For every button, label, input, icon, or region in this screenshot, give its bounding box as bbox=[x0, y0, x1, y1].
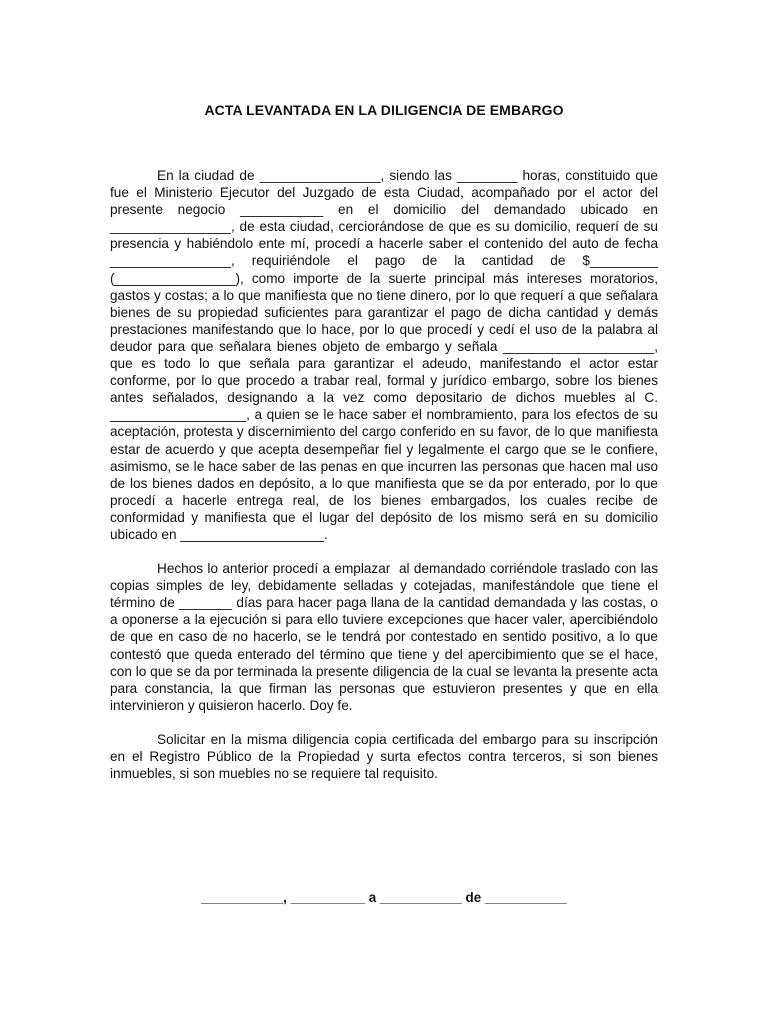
document-title: ACTA LEVANTADA EN LA DILIGENCIA DE EMBARGO bbox=[204, 102, 564, 118]
paragraph-emplazamiento: Hechos lo anterior procedí a emplazar al demandado corriéndole traslado con las copias simples de ley, debidamente selladas y cotejadas, manifestándole que tiene el término de _______ días para hacer paga llana de la cantidad demandada y las costas, o a oponerse a la ejecución si para ello tuviere excepciones que hacer valer, apercibiéndolo de que en caso de no hacerlo, se le tendrá por contestado en sentido positivo, a lo que contestó que queda enterado del término que tiene y del apercibimiento que se el hace, con lo que se da por terminada la presente diligencia de la cual se levanta la presente acta para constancia, la que firman las personas que estuvieron presentes y que en ella intervinieron y quisieron hacerlo. Doy fe. bbox=[110, 561, 662, 713]
document-body bbox=[110, 167, 662, 799]
paragraph-solicitud-copia: Solicitar en la misma diligencia copia certificada del embargo para su inscripción en el Registro Público de la Propiedad y surta efectos contra terceros, si son bienes inmuebles, si son muebles no se requiere tal requisito. bbox=[110, 731, 662, 782]
paragraph-embargo-details: En la ciudad de ________________, siendo las ________ horas, constituido que fue el Ministerio Ejecutor del Juzgado de esta Ciudad, acompañado por el actor del presente negocio ___________ en el domicilio del demandado ubicado en ________________, de esta ciudad, cerciorándose de que es su domicilio, requerí de su presencia y habiéndolo ente mí, procedí a hacerle saber el contenido del auto de fecha ________________, requiriéndole el pago de la cantidad de $_________ (________________), como importe de la suerte principal más intereses moratorios, gastos y costas; a lo que manifiesta que no tiene dinero, por lo que requerí a que señalara bienes de su propiedad suficientes para garantizar el pago de dicha cantidad y demás prestaciones manifestando que lo hace, por lo que procedí y cedí el uso de la palabra al deudor para que señalara bienes objeto de embargo y señala ____________________, que es todo lo que señala para garantizar el adeudo, manifestando el actor estar conforme, por lo que procedo a trabar real, formal y jurídico embargo, sobre los bienes antes señalados, designando a la vez como depositario de dichos muebles al C. __________________, a quien se le hace saber el nombramiento, para los efectos de su aceptación, protesta y discernimiento del cargo conferido en su favor, de lo que manifiesta estar de acuerdo y que acepta desempeñar fiel y legalmente el cargo que se le confiere, asimismo, se le hace saber de las penas en que incurren las personas que hacen mal uso de los bienes dados en depósito, a lo que manifiesta que se da por enterado, por lo que procedí a hacerle entrega real, de los bienes embargados, los cuales recibe de conformidad y manifiesta que el lugar del depósito de los mismo será en su domicilio ubicado en ___________________. bbox=[110, 168, 662, 542]
place-date-line: ___________, __________ a ___________ de ___________ bbox=[201, 890, 567, 905]
